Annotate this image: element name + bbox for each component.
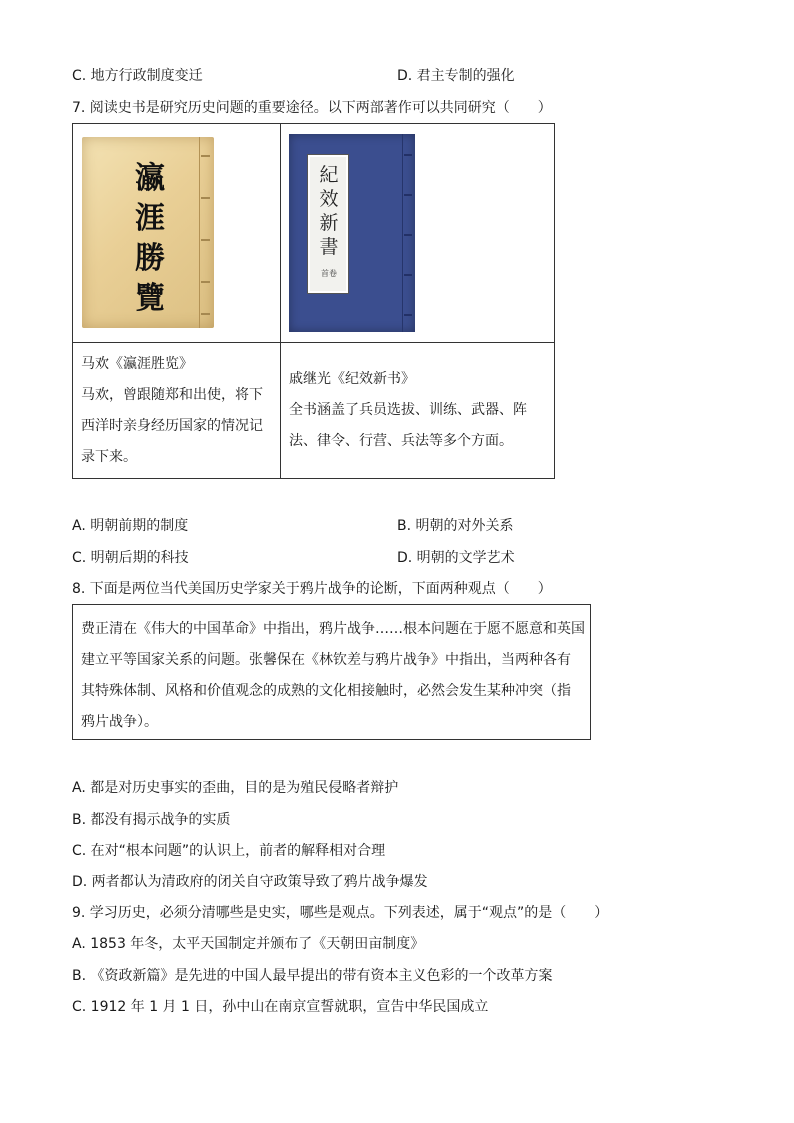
book1-cover-title: 瀛涯勝覽 <box>135 161 165 316</box>
book2-desc-line-2: 法、律令、行营、兵法等多个方面。 <box>289 433 513 449</box>
q7-table-divider-vertical <box>280 123 281 479</box>
book2-spine <box>402 134 415 332</box>
q8-material-box <box>72 604 591 740</box>
book2-desc-line-1: 全书涵盖了兵员选拔、训练、武器、阵 <box>289 402 527 418</box>
book1-desc-line-3: 录下来。 <box>81 449 137 465</box>
q7-stem: 7. 阅读史书是研究历史问题的重要途径。以下两部著作可以共同研究（ ） <box>72 100 552 116</box>
q8-stem: 8. 下面是两位当代美国历史学家关于鸦片战争的论断，下面两种观点（ ） <box>72 581 552 597</box>
book2-cover-subtitle: 首卷 <box>321 269 337 278</box>
book1-desc-line-1: 马欢，曾跟随郑和出使，将下 <box>81 387 263 403</box>
q8-material-line-2: 建立平等国家关系的问题。张馨保在《林钦差与鸦片战争》中指出，当两种各有 <box>81 652 571 668</box>
q7-table-divider-horizontal <box>72 342 555 343</box>
q6-option-d: D. 君主专制的强化 <box>397 68 515 84</box>
book2-cover-label <box>308 155 348 293</box>
yingya-shenglan-book-image <box>82 137 214 328</box>
book1-desc-line-2: 西洋时亲身经历国家的情况记 <box>81 418 263 434</box>
q7-option-c: C. 明朝后期的科技 <box>72 550 189 566</box>
q8-option-c: C. 在对“根本问题”的认识上，前者的解释相对合理 <box>72 843 386 859</box>
book1-title: 马欢《瀛涯胜览》 <box>81 356 193 372</box>
q9-stem: 9. 学习历史，必须分清哪些是史实，哪些是观点。下列表述，属于“观点”的是（ ） <box>72 905 609 921</box>
q7-option-a: A. 明朝前期的制度 <box>72 518 189 534</box>
q6-option-c: C. 地方行政制度变迁 <box>72 68 203 84</box>
q9-option-c: C. 1912 年 1 月 1 日，孙中山在南京宣誓就职，宣告中华民国成立 <box>72 999 489 1015</box>
q8-option-b: B. 都没有揭示战争的实质 <box>72 812 231 828</box>
book2-title: 戚继光《纪效新书》 <box>289 371 415 387</box>
jixiao-xinshu-book-image <box>289 134 415 332</box>
q8-option-d: D. 两者都认为清政府的闭关自守政策导致了鸦片战争爆发 <box>72 874 428 890</box>
q8-material-line-1: 费正清在《伟大的中国革命》中指出，鸦片战争……根本问题在于愿不愿意和英国 <box>81 621 585 637</box>
q9-option-b: B. 《资政新篇》是先进的中国人最早提出的带有资本主义色彩的一个改革方案 <box>72 968 553 984</box>
q9-option-a: A. 1853 年冬，太平天国制定并颁布了《天朝田亩制度》 <box>72 936 425 952</box>
q8-option-a: A. 都是对历史事实的歪曲，目的是为殖民侵略者辩护 <box>72 780 399 796</box>
book2-cover-title: 紀效新書 <box>319 164 339 258</box>
q8-material-line-4: 鸦片战争）。 <box>81 714 158 730</box>
q7-option-b: B. 明朝的对外关系 <box>397 518 514 534</box>
book1-spine <box>199 137 214 328</box>
q8-material-line-3: 其特殊体制、风格和价值观念的成熟的文化相接触时，必然会发生某种冲突（指 <box>81 683 571 699</box>
q7-option-d: D. 明朝的文学艺术 <box>397 550 515 566</box>
